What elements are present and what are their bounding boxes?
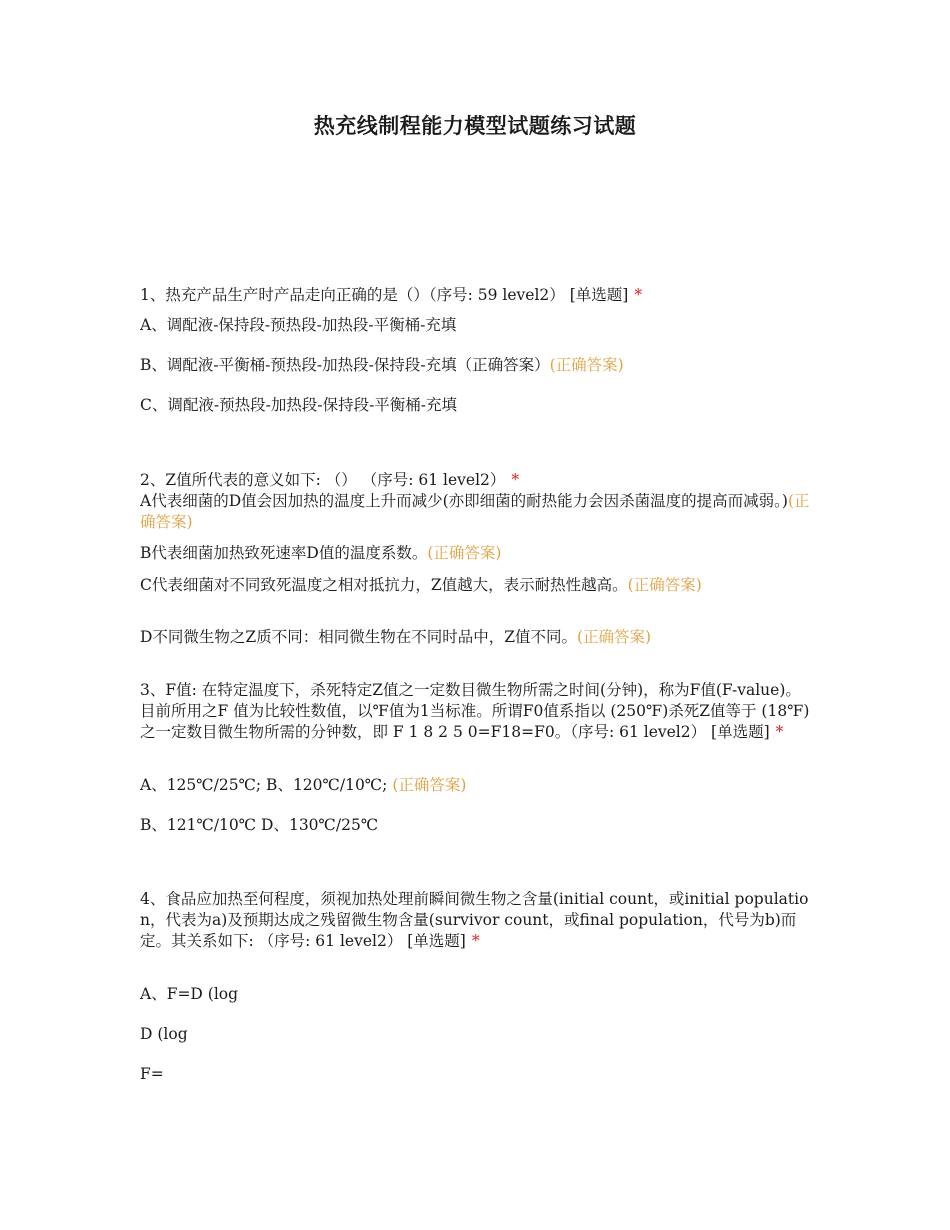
- option-text: C代表细菌对不同致死温度之相对抵抗力，Z值越大，表示耐热性越高。: [140, 576, 628, 594]
- page-title: 热充线制程能力模型试题练习试题: [313, 113, 637, 138]
- question-2-option-a[interactable]: [140, 491, 812, 533]
- question-3-stem: [140, 680, 812, 743]
- option-text: B、121℃/10℃ D、130℃/25℃: [140, 816, 379, 834]
- option-text: A、F=D (log: [140, 985, 239, 1003]
- correct-answer-tag: (正确答案): [140, 492, 810, 531]
- required-mark: *: [471, 932, 480, 950]
- question-1-option-a[interactable]: [140, 315, 812, 336]
- question-4-option-d[interactable]: [140, 1024, 812, 1045]
- question-4-option-f[interactable]: [140, 1064, 812, 1085]
- question-3-text: 3、F值: 在特定温度下，杀死特定Z值之一定数目微生物所需之时间(分钟)，称为F值(F-value)。目前所用之F 值为比较性数值，以℉值为1当标准。所谓F0值系指以 (250℉)杀死Z值等于 (18℉)之一定数目微生物所需的分钟数，即 F 1 8 2 5 0=F18=F0。（序号: 61 level2） [单选题]: [140, 681, 810, 741]
- question-2-stem: [140, 470, 812, 491]
- option-text: D (log: [140, 1025, 188, 1043]
- question-2-text: 2、Z值所代表的意义如下: （） （序号: 61 level2）: [140, 471, 506, 489]
- question-1-stem: [140, 285, 812, 306]
- question-2-option-b[interactable]: [140, 543, 812, 564]
- option-text: B代表细菌加热致死速率D值的温度系数。: [140, 544, 428, 562]
- required-mark: *: [775, 723, 784, 741]
- correct-answer-tag: (正确答案): [627, 576, 702, 594]
- required-mark: *: [634, 286, 643, 304]
- question-1-text: 1、热充产品生产时产品走向正确的是（）（序号: 59 level2） [单选题]: [140, 286, 629, 304]
- option-text: C、调配液-预热段-加热段-保持段-平衡桶-充填: [140, 396, 458, 414]
- question-3-option-a[interactable]: [140, 775, 812, 796]
- option-text: B、调配液-平衡桶-预热段-加热段-保持段-充填（正确答案）: [140, 356, 550, 374]
- option-text: F=: [140, 1065, 164, 1083]
- correct-answer-tag: (正确答案): [549, 356, 624, 374]
- question-4-text: 4、食品应加热至何程度，须视加热处理前瞬间微生物之含量(initial count，或initial population，代表为a)及预期达成之残留微生物含量(survivor count，或final population，代号为b)而定。其关系如下: （序号: 61 level2） [单选题]: [140, 890, 809, 950]
- required-mark: *: [511, 471, 520, 489]
- question-1-option-c[interactable]: [140, 395, 812, 416]
- option-text: D不同微生物之Z质不同：相同微生物在不同时品中，Z值不同。: [140, 628, 577, 646]
- correct-answer-tag: (正确答案): [427, 544, 502, 562]
- correct-answer-tag: (正确答案): [392, 776, 467, 794]
- option-text: A、125℃/25℃; B、120℃/10℃;: [140, 776, 388, 794]
- question-2-option-c[interactable]: [140, 575, 812, 596]
- question-1-option-b[interactable]: [140, 355, 812, 376]
- question-3-option-b[interactable]: [140, 815, 812, 836]
- correct-answer-tag: (正确答案): [576, 628, 652, 646]
- question-2-option-d[interactable]: [140, 627, 812, 648]
- question-4-option-a[interactable]: [140, 984, 812, 1005]
- option-text: A、调配液-保持段-预热段-加热段-平衡桶-充填: [140, 316, 457, 334]
- option-text: A代表细菌的D值会因加热的温度上升而减少(亦即细菌的耐热能力会因杀菌温度的提高而减弱。): [140, 492, 788, 510]
- question-4-stem: [140, 889, 812, 952]
